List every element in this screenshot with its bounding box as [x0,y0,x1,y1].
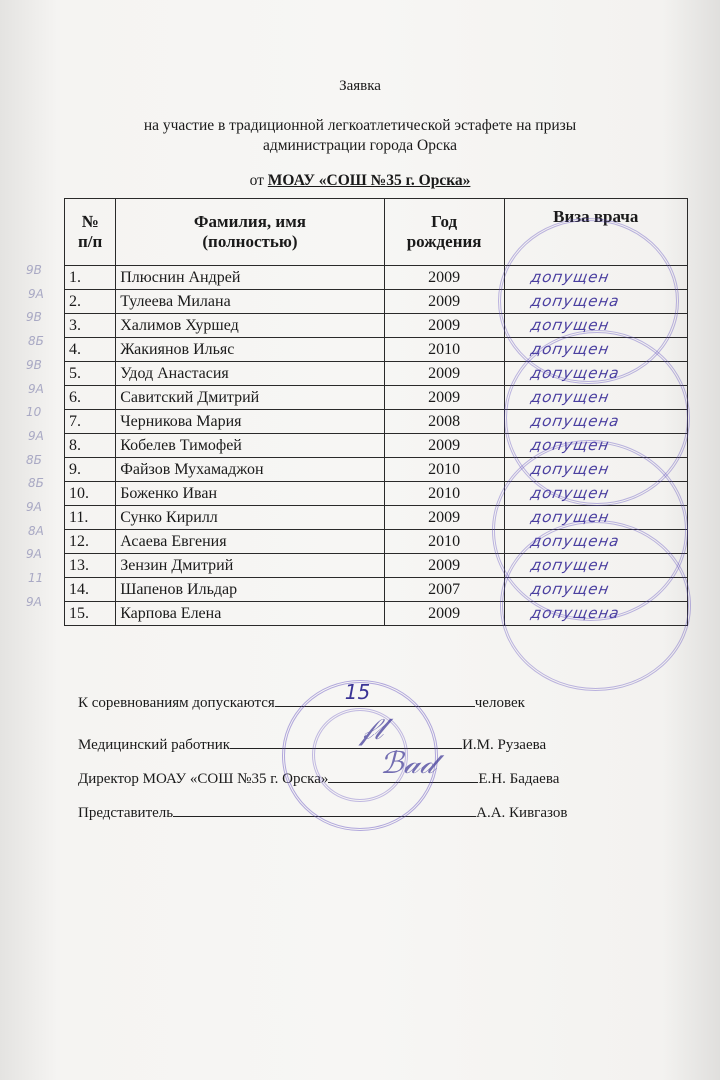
table-row [65,482,688,506]
row-year: 2010 [384,530,504,554]
grade-note: 9А [28,428,44,443]
visa-handwriting: допущен [528,556,611,574]
org-prefix: от [249,172,264,189]
visa-handwriting: допущена [528,412,621,430]
visa-handwriting: допущена [528,292,621,310]
table-row [65,290,688,314]
table-row [65,602,688,626]
row-name: Кобелев Тимофей [116,434,384,458]
grade-note: 9А [28,286,44,301]
row-name: Черникова Мария [116,410,384,434]
table-row [65,458,688,482]
representative-line [78,802,567,822]
row-year: 2009 [384,314,504,338]
subtitle-line-2: администрации города Орска [262,137,458,154]
table-body [65,266,688,626]
row-visa [504,482,687,506]
visa-handwriting: допущен [528,484,611,502]
admitted-label: К соревнованиям допускаются [78,695,275,711]
director-line [78,768,559,788]
header-num: № п/п [65,199,116,266]
table-row [65,338,688,362]
row-num: 1. [65,266,116,290]
header-year: Год рождения [384,199,504,266]
grade-note: 9А [26,594,42,609]
medic-name: И.М. Рузаева [462,737,547,753]
row-num: 14. [65,578,116,602]
visa-handwriting: допущен [528,508,611,526]
table-row [65,362,688,386]
row-name: Боженко Иван [116,482,384,506]
row-visa [504,530,687,554]
grade-note: 11 [28,571,44,586]
row-year: 2009 [384,506,504,530]
document-title: Заявка [339,78,381,94]
grade-note: 9В [26,263,42,277]
row-visa [504,578,687,602]
row-name: Сунко Кирилл [116,506,384,530]
grade-note: 9А [26,547,42,562]
row-name: Плюснин Андрей [116,266,384,290]
grade-note: 9В [26,357,42,372]
row-name: Удод Анастасия [116,362,384,386]
row-visa [504,266,687,290]
row-year: 2008 [384,410,504,434]
grade-note: 9А [26,500,42,514]
grade-note: 8Б [28,334,44,349]
row-visa [504,506,687,530]
row-visa [504,410,687,434]
row-visa [504,290,687,314]
row-num: 12. [65,530,116,554]
table-header-row [65,199,688,266]
org-name: МОАУ «СОШ №35 г. Орска» [267,172,471,189]
row-year: 2010 [384,482,504,506]
row-year: 2009 [384,290,504,314]
row-num: 2. [65,290,116,314]
row-visa [504,602,687,626]
header-name: Фамилия, имя (полностью) [116,199,384,266]
row-num: 7. [65,410,116,434]
director-label: Директор МОАУ «СОШ №35 г. Орска» [78,771,329,787]
row-visa [504,386,687,410]
row-visa [504,362,687,386]
director-signature: ℬ𝒶𝒹 [380,746,436,781]
row-year: 2010 [384,338,504,362]
table-row [65,266,688,290]
row-visa [504,434,687,458]
grade-note: 9В [26,310,42,325]
row-num: 9. [65,458,116,482]
visa-handwriting: допущен [528,388,611,406]
rep-name: А.А. Кивгазов [476,805,568,821]
row-year: 2009 [384,554,504,578]
row-num: 13. [65,554,116,578]
row-visa [504,458,687,482]
organization-line [0,172,720,190]
row-visa [504,314,687,338]
row-num: 5. [65,362,116,386]
table-row [65,434,688,458]
row-name: Файзов Мухамаджон [116,458,384,482]
table-row [65,578,688,602]
row-visa [504,338,687,362]
row-name: Карпова Елена [116,602,384,626]
visa-handwriting: допущен [528,436,611,454]
row-name: Зензин Дмитрий [116,554,384,578]
row-name: Тулеева Милана [116,290,384,314]
admitted-line [78,680,525,712]
medic-label: Медицинский работник [78,737,231,753]
row-name: Жакиянов Ильяс [116,338,384,362]
row-year: 2009 [384,434,504,458]
rep-label: Представитель [78,805,174,821]
row-num: 11. [65,506,116,530]
header-visa: Виза врача [504,199,687,266]
medic-signature: 𝒻𝓁 [360,712,384,747]
table-row [65,386,688,410]
table-row [65,314,688,338]
table-row [65,530,688,554]
visa-handwriting: допущена [528,532,621,550]
participants-table [64,198,688,626]
visa-handwriting: допущен [528,268,611,286]
row-visa [504,554,687,578]
subtitle-line-1: на участие в традиционной легкоатлетической эстафете на призы [143,117,577,134]
table-row [65,506,688,530]
row-num: 8. [65,434,116,458]
row-num: 15. [65,602,116,626]
visa-handwriting: допущен [528,460,611,478]
row-num: 10. [65,482,116,506]
table-row [65,554,688,578]
medic-line [78,734,546,754]
admitted-count: 15 [344,680,371,704]
row-year: 2010 [384,458,504,482]
row-num: 6. [65,386,116,410]
row-year: 2009 [384,386,504,410]
grade-note: 10 [26,405,42,420]
row-name: Халимов Хуршед [116,314,384,338]
visa-handwriting: допущена [528,604,621,622]
visa-handwriting: допущена [528,364,621,382]
row-name: Шапенов Ильдар [116,578,384,602]
visa-handwriting: допущен [528,316,611,334]
grade-note: 8А [28,523,44,538]
admitted-unit: человек [474,695,525,711]
row-year: 2009 [384,266,504,290]
row-year: 2009 [384,362,504,386]
grade-note: 8Б [28,476,44,491]
grade-note: 9А [28,381,44,396]
table-row [65,410,688,434]
row-year: 2007 [384,578,504,602]
grade-note: 8Б [26,452,42,467]
director-name: Е.Н. Бадаева [478,771,560,787]
row-num: 3. [65,314,116,338]
visa-handwriting: допущен [528,580,611,598]
visa-handwriting: допущен [528,340,611,358]
row-name: Асаева Евгения [116,530,384,554]
row-name: Савитский Дмитрий [116,386,384,410]
row-num: 4. [65,338,116,362]
document-subtitle [0,116,720,156]
row-year: 2009 [384,602,504,626]
